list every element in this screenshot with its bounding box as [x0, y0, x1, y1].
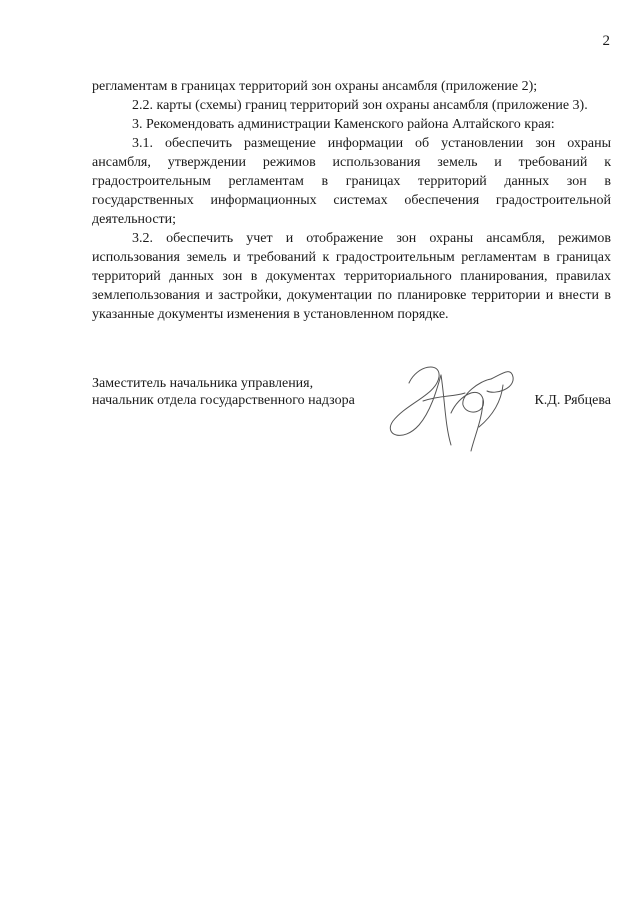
- paragraph-3-1: 3.1. обеспечить размещение информации об установлении зон охраны ансамбля, утверждении режимов использования земель и требований к градостроительным регламентам в границах территорий данных зон в государственных информационных системах обеспечения градостроительной деятельности;: [92, 136, 611, 227]
- paragraph-2-2: 2.2. карты (схемы) границ территорий зон охраны ансамбля (приложение 3).: [132, 98, 588, 113]
- position-line-1: Заместитель начальника управления,: [92, 376, 314, 391]
- document-body: [92, 77, 611, 324]
- handwritten-signature: [379, 355, 529, 455]
- page-number: 2: [602, 33, 610, 49]
- paragraph-continuation: регламентам в границах территорий зон охраны ансамбля (приложение 2);: [92, 79, 538, 94]
- position-line-2: начальник отдела государственного надзора: [92, 393, 355, 408]
- paragraph-3: 3. Рекомендовать администрации Каменского района Алтайского края:: [132, 117, 555, 132]
- signatory-name: К.Д. Рябцева: [534, 393, 611, 408]
- signature-block: [92, 375, 611, 455]
- paragraph-3-2: 3.2. обеспечить учет и отображение зон охраны ансамбля, режимов использования земель и требований к градостроительным регламентам в границах территорий данных зон в документах территориального планирования, правилах землепользования и застройки, документации по планировке территории и внести в указанные документы изменения в установленном порядке.: [92, 231, 611, 322]
- signatory-position: [92, 375, 355, 409]
